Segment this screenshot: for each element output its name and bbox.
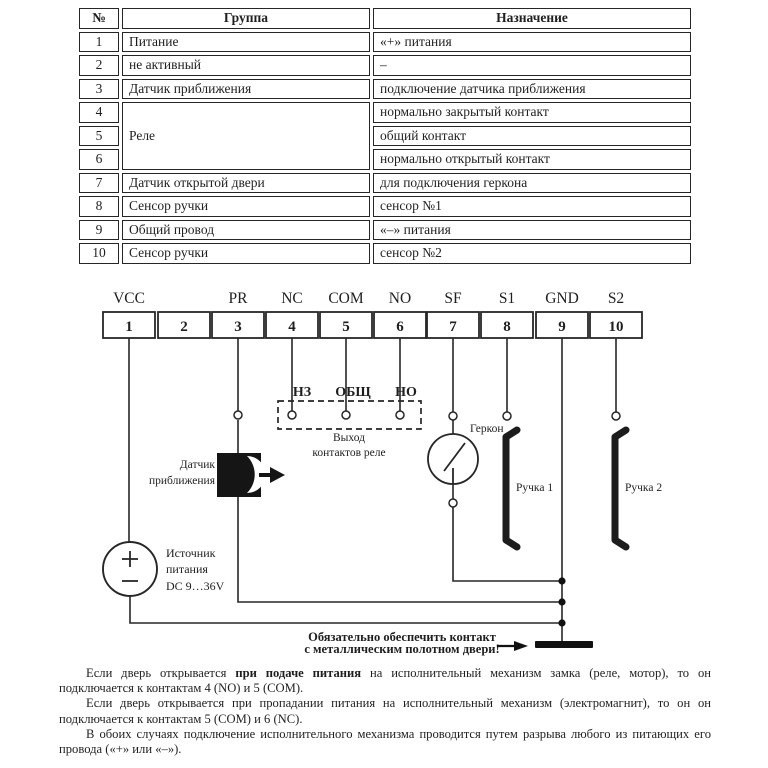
cell-num: 7 [79,173,119,194]
cell-group: Общий провод [122,220,370,241]
terminal-icon [288,411,296,419]
terminal-icon [234,411,242,419]
pin-9 [536,290,588,338]
proximity-sensor-icon [217,453,285,497]
psu-label-line2: питания [166,562,208,576]
cell-purpose: общий контакт [373,126,691,147]
cell-purpose: для подключения геркона [373,173,691,194]
pin-4 [266,290,318,338]
pin-6 [374,290,426,338]
cell-purpose: нормально закрытый контакт [373,102,691,123]
cell-num: 2 [79,55,119,76]
header-purpose: Назначение [373,8,691,29]
pin-5 [320,290,372,338]
cell-group: Сенсор ручки [122,243,370,264]
relay-caption-line1: Выход [333,432,365,444]
cell-group: Датчик приближения [122,79,370,100]
pin-2 [158,312,210,338]
pin-label: GND [545,290,579,307]
cell-num: 10 [79,243,119,264]
terminal-icon [449,499,457,507]
power-supply [103,542,225,596]
footer-paragraph-2: Если дверь открывается при пропадании питания на исполнительный механизм (электромагнит), то он он подключается к контактам 5 (COM) и 6 (NC). [59,696,711,726]
pin-row [103,290,642,338]
pin-label: S2 [607,290,625,307]
pin-number: 4 [288,319,296,335]
cell-purpose: сенсор №2 [373,243,691,264]
junction-dot-icon [558,619,565,626]
handle-1 [503,412,553,547]
arrow-right-icon [497,641,528,651]
handle-2-label: Ручка 2 [625,482,663,494]
relay-nc-label: НЗ [292,385,312,400]
psu-label-line3: DC 9…36V [166,579,225,593]
pin-number: 1 [125,319,133,335]
reed-switch-label: Геркон [470,423,504,435]
psu-label-line1: Источник [166,546,216,560]
ground-note-line1: Обязательно обеспечить контакт [308,630,496,644]
pin-label: NC [281,290,303,307]
proximity-sensor-label-line1: Датчик [179,459,215,471]
cell-num: 9 [79,220,119,241]
footer-notes [59,666,711,757]
terminal-icon [342,411,350,419]
ground-note-line2: с металлическим полотном двери! [304,642,500,656]
p1-text-c: на исполнительный механизм замка (реле, мотор), то он подключается к контактам 4 (NO) и 5 (COM). [59,666,711,696]
header-group: Группа [122,8,370,29]
pin-label: VCC [113,290,145,307]
p1-text-bold: при подаче питания [235,666,362,680]
cell-num: 3 [79,79,119,100]
terminal-icon [612,412,620,420]
junctions-and-ground [535,577,593,648]
cell-group-relay: Реле [122,102,370,170]
pin-1 [103,290,155,338]
relay-output-block [278,385,421,459]
cell-purpose: нормально открытый контакт [373,149,691,170]
reed-switch [428,412,504,507]
header-num: № [79,8,119,29]
cell-num: 1 [79,32,119,53]
pin-number: 5 [342,319,350,335]
cell-num: 8 [79,196,119,217]
cell-group: не активный [122,55,370,76]
junction-dot-icon [558,577,565,584]
pin-label: COM [328,290,364,307]
pin-10 [590,290,642,338]
cell-group: Сенсор ручки [122,196,370,217]
ground-bar-icon [535,641,593,648]
pin-label: SF [444,290,462,307]
handle-2 [612,412,662,547]
pin-7 [427,290,479,338]
cell-num: 5 [79,126,119,147]
pin-8 [481,290,533,338]
pin-number: 10 [608,319,624,335]
proximity-sensor-label-line2: приближения [148,475,215,487]
pin-number: 8 [503,319,511,335]
cell-purpose: – [373,55,691,76]
pin-number: 2 [180,319,188,335]
relay-com-label: ОБЩ [335,385,371,400]
cell-purpose: сенсор №1 [373,196,691,217]
footer-paragraph-3: В обоих случаях подключение исполнительного механизма проводится путем разрыва любого из питающих его провода («+» или «–»). [59,726,711,757]
ground-note [304,630,528,656]
cell-num: 6 [79,149,119,170]
relay-caption-line2: контактов реле [312,447,386,459]
terminal-icon [396,411,404,419]
junction-dot-icon [558,598,565,605]
pin-number: 3 [234,319,242,335]
pin-label: NO [388,290,412,307]
pin-label: PR [228,290,248,307]
reed-switch-icon [428,434,478,484]
cell-num: 4 [79,102,119,123]
cell-purpose: «–» питания [373,220,691,241]
pin-number: 6 [396,319,404,335]
cell-purpose: подключение датчика приближения [373,79,691,100]
cell-group: Датчик открытой двери [122,173,370,194]
cell-purpose: «+» питания [373,32,691,53]
handle-1-label: Ручка 1 [516,482,554,494]
cell-group: Питание [122,32,370,53]
power-supply-icon [103,542,157,596]
terminal-icon [449,412,457,420]
p1-text-a: Если дверь открывается [86,666,236,680]
pin-number: 7 [449,319,457,335]
relay-no-label: НО [395,385,417,400]
proximity-sensor [149,411,285,497]
pin-3 [212,290,264,338]
pin-number: 9 [558,319,566,335]
footer-paragraph-1 [59,666,711,696]
pin-label: S1 [498,290,516,307]
terminal-icon [503,412,511,420]
